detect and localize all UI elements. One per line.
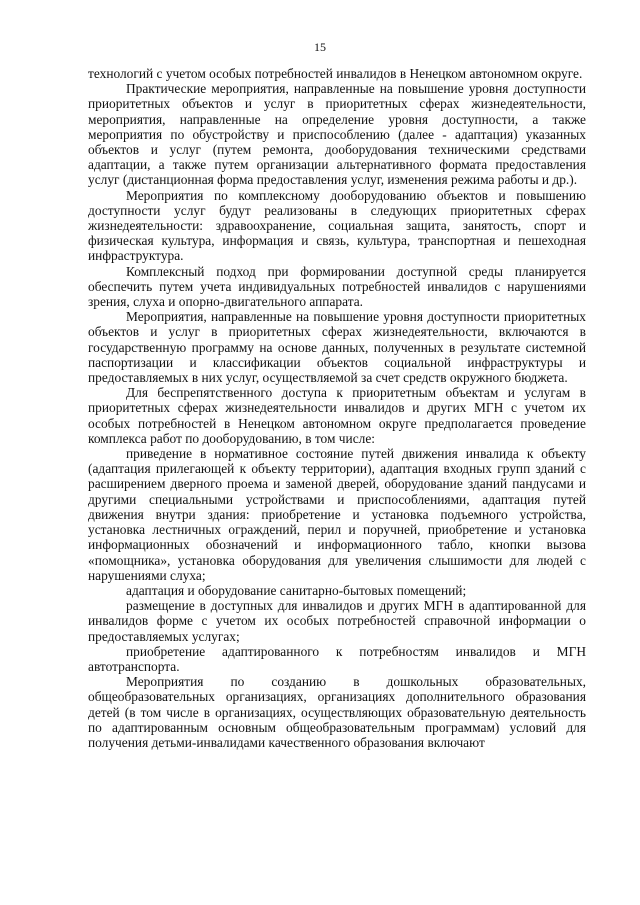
paragraph-9: размещение в доступных для инвалидов и других МГН в адаптированной для инвалидов форме с учетом их особых потребностей справочной информации о предоставляемых услугах; [88,598,586,644]
document-body [88,66,586,750]
paragraph-4: Комплексный подход при формировании доступной среды планируется обеспечить путем учета индивидуальных потребностей инвалидов с нарушениями зрения, слуха и опорно-двигательного аппарата. [88,263,586,310]
paragraph-10: приобретение адаптированного к потребностям инвалидов и МГН автотранспорта. [88,643,586,674]
paragraph-11: Мероприятия по созданию в дошкольных образовательных, общеобразовательных организациях, организациях дополнительного образования детей (в том числе в организациях, осуществляющих образовательную деятельность по адаптированным основным общеобразовательным программам) условий для получения детьми-инвалидами качественного образования включают [88,674,586,750]
paragraph-8: адаптация и оборудование санитарно-бытовых помещений; [126,582,467,598]
paragraph-7: приведение в нормативное состояние путей движения инвалида к объекту (адаптация прилегающей к объекту территории), адаптация входных групп зданий с расширением дверного проема и заменой дверей, оборудование зданий пандусами и другими специальными устройствами и приспособлениями, адаптация путей движения внутри здания: приобретение и установка подъемного устройства, установка лестничных ограждений, перил и поручней, приобретение и установка информационных обозначений и информационного табло, кнопки вызова «помощника», установка оборудования для увеличения слышимости для людей с нарушениями слуха; [88,446,586,583]
paragraph-1: технологий с учетом особых потребностей инвалидов в Ненецком автономном округе. [88,66,583,81]
paragraph-2: Практические мероприятия, направленные на повышение уровня доступности приоритетных объектов и услуг в приоритетных сферах жизнедеятельности, мероприятия, направленные на определение уровня доступности, а также мероприятия по обустройству и приспособлению (далее - адаптация) указанных объектов и услуг (путем ремонта, дооборудования техническими средствами адаптации, а также путем организации альтернативного формата предоставления услуг (дистанционная форма предоставления услуг, изменения режима работы и др.). [88,81,586,188]
page-number: 15 [314,40,326,54]
paragraph-6: Для беспрепятственного доступа к приоритетным объектам и услугам в приоритетных сферах жизнедеятельности инвалидов и других МГН с учетом их особых потребностей в Ненецком автономном округе предполагается проведение комплекса работ по дооборудованию, в том числе: [88,385,586,446]
paragraph-5: Мероприятия, направленные на повышение уровня доступности приоритетных объектов и услуг в приоритетных сферах жизнедеятельности, включаются в государственную программу на основе данных, полученных в результате системной паспортизации и классификации объектов социальной инфраструктуры и предоставляемых в них услуг, осуществляемой за счет средств окружного бюджета. [88,309,586,386]
paragraph-3: Мероприятия по комплексному дооборудованию объектов и повышению доступности услуг будут реализованы в следующих приоритетных сферах жизнедеятельности: здравоохранение, социальная защита, занятость, спорт и физическая культура, информация и связь, культура, транспортная и пешеходная инфраструктура. [88,187,586,264]
